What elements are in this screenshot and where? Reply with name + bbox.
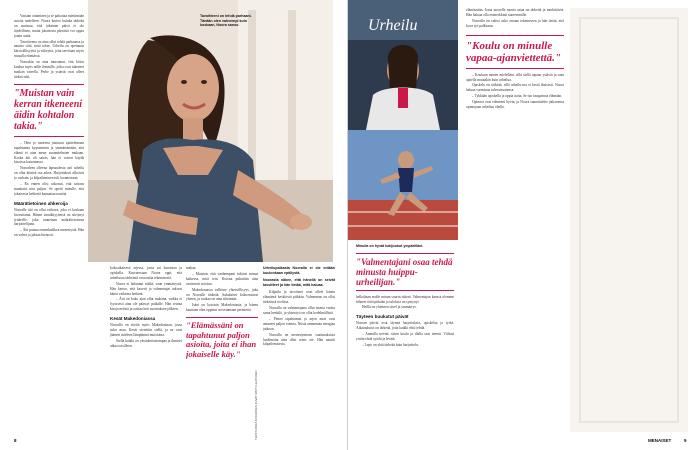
portrait-illustration [88,0,333,262]
left-page [0,0,347,450]
right-column-1 [356,244,454,439]
subheading: Määrätietoinen ahkeroija [14,200,68,206]
pull-quote-rule [466,68,564,69]
podium-illustration [348,0,458,130]
podium-photo [348,0,458,130]
body-paragraph: Isäni on kotoisin Makedoniasta, ja hänen kauttaan olen oppinut arvostamaan perinteitä. [186,303,258,313]
left-column-3 [186,266,258,438]
subheading: Kesät Makedoniassa [110,316,156,322]
body-paragraph: Noorakin on aina muistanut, että kiitos kuuluu myös niille ihmisille, jotka ovat tukeneet matkan varrella. Perhe ja ystävät ovat olleet tärkeä tuki. [14,60,84,79]
photo-caption: Minulla on hyvät tukijoukot ympärilläni. [356,244,424,248]
body-paragraph: – Pienet tapahtumat ja arjen asiat ovat antaneet paljon voimia. Niistä ammentaa energiaa jatkoon. [263,316,335,331]
photo-caption: Urheilupaikasta Nooralla ei ole mitään kuulonkaan epäilystä. [263,266,335,275]
body-paragraph: Nooralle äiti on ollut esikuva, joka ei koskaan luovuttanut. Hänen sinnikkyytensä on siirtynyt tyttärelle, joka tunnetaan määrätietoisena harjoittelijana. [14,207,84,227]
body-paragraph: Makedoniassa vallitsee yhteisöllisyys, joka on Nooralle tärkeää. Sukulaiset kokoontuvat yhteen, ja ruokaa on aina riittämiin. [186,287,258,302]
right-page [348,0,696,450]
body-paragraph: – Äiti on koko ajan ollut mukana, vaikka ei fyysisesti aina ole päässyt paikalle. Hän seuraa kisoja netistä ja soittaa heti suorituksen jälkeen. [110,297,182,312]
body-paragraph: Kilpailu ja tavoitteet ovat olleet hänen elämänsä keskiössä pitkään. Valmennus on ollut tärkeässä roolissa. [263,290,335,305]
right-column-2 [466,8,564,432]
left-column-1 [14,14,84,434]
body-paragraph: Nooralla on menestymisen vaatimuksista huolimatta aina ollut rento ote. Hän nauttii kilpailemisesta. [263,332,335,347]
body-paragraph: – Tykkään opiskella ja oppia uutta. Se tuo tasapainoa elämään. [472,94,562,99]
magazine-title: MENAISET [648,438,672,443]
body-paragraph: Nooraleen olleena lapsuudesta asti urheilu on ollut kiinteä osa arkea. Harjoitukset alkoivat jo varhain, ja kilpaileminen tuli luonnostaan. [14,166,84,181]
body-paragraph: Vastaan ottaminen ja se pakottaa miettimään asioita uudelleen. Noora kertoo kuinka tärkeää on muistaa, että jokainen päivä ei ole täydellinen, mutta jokaisesta päivästä voi oppia jotain uutta. [14,14,84,38]
subheading: Täyteen buukatut päivät [356,314,409,320]
body-paragraph: elämässään. Jossa noorelle monta asiaa on tärkeitä ja merkittäviä. Hän haluaa olla esimerkkinä nuoremmille. [466,8,564,17]
pull-quote: "Koulu on minulle vapaa-ajanviettettä." [466,39,562,64]
body-paragraph: – En ennen olisi uskonut, että sairaus muuttaisi niin paljon. Se opetti minulle, että jokaisesta hetkestä kannattaa nauttia. [14,182,84,196]
body-paragraph: – Lepo on yhtä tärkeää kuin harjoittelu. [362,342,419,347]
body-paragraph: Nooralla on siteitä myös Makedoniaan, jossa suku asuu. Kesät vietettiin siellä, ja ne ovat jääneet mieleen lämpiminä muistoina. [110,323,182,337]
pull-quote: "Muistan vain kerran itkeneeni äidin kohtalon takia." [14,87,83,132]
pull-quote-rule [356,253,454,254]
body-paragraph: Tavoitteena on aina ollut tehdä parhaansa ja nauttia siitä, mitä tekee. Urheilu on opettanut kärsivällisyyttä ja sitkeyttä, joita tarvitaan myös muualla elämässä. [14,39,84,59]
body-paragraph: – Olen jo nuorena joutunut ajattelemaan tapahtumia kypsemmin ja ymmärtämään, että elämä ei aina mene suunnitelmien mukaan. Koska äiti oli sairas, hän ei voinut käydä kisoissa katsomassa. [14,140,84,165]
body-paragraph: Nooralla on valmentajana ollut monta vuotta sama henkilö, ja yhteistyö on ollut hedelmällistä. [263,306,335,315]
body-paragraph: makaa. [186,266,197,270]
body-paragraph: kokoaikaisesti arjessa, jossa sai harrastaa ja opiskella. Kasvaessaan Noora oppi, että urheilussa tärkeintä on nauttia tekemisestä. [110,266,182,280]
page-number: 9 [684,438,687,443]
body-paragraph: helkaltaan mulle minun suurin tukeni. Valmentajan kanssa olemme tehneet töitä pitkään ja tuloksia on syntynyt. [356,294,454,304]
pull-quote-rule [14,84,84,85]
body-paragraph: Noora ei halunnut sääliä, vaan ymmärrystä. Hän kertoo, että kaverit ja valmentajat tukivat häntä vaikeina hetkinä. [110,281,182,296]
runner-illustration [348,130,458,240]
photo-caption: Noorasta näkee, että hänellä on selvät tavoitteet ja hän tietää, mitä haluaa. [263,278,335,287]
pull-quote-rule [186,317,258,318]
body-paragraph: Opiskelu on tärkeää, sillä urheilu-ura ei kestä ikuisesti. Noora haluaa varmistaa tulevaisuutensa. [466,83,564,93]
runner-photo [348,130,458,240]
body-paragraph: Siellä kaikki on yksinkertaisempaa ja ihmiset aikaa toisilleen. [110,338,182,348]
body-paragraph: Nooralla on vahva usko omaan tekemiseen ja hän tietää, että kova työ palkitaan. [466,18,564,28]
photo-caption: Tavoitteeni on tehdä parhaani. Tänään olen vahvempi kuin koskaan, Noora sanoo. [200,14,252,28]
left-column-4 [263,266,335,438]
body-paragraph: – Kouluun menen mielelläni, sillä siellä tapaan ystäviä ja saan ajatella muutakin kuin urheilua. [466,72,564,82]
svg-text:Urheilu: Urheilu [368,17,418,34]
pull-quote: "Elämässäni on tapahtunut paljon asioita, joita ei ihan jokaiselle käy." [186,320,257,359]
body-paragraph: Heillä on yhteinen sävel ja ymmärrys. [362,305,417,310]
side-photo [570,8,688,432]
body-paragraph: – Äiti painaa ennenkaikkea menestystä. Hän on vahva ja jaksaa hienosti. [14,228,84,238]
page-number: 8 [14,438,17,443]
body-paragraph: – Muistan, että vanhempani tukivat minua kaikessa, mitä tein. Kotona puhuttiin aina avoimesti asioista. [186,271,258,286]
body-paragraph: Opinnot ovat edenneet hyvin, ja Noora suunnittelee jatkavansa opintojaan urheilun ohella. [466,100,564,110]
pull-quote-rule [466,35,564,36]
pull-quote-rule [14,136,84,137]
side-illustration [570,8,688,432]
body-paragraph: Nooran päivät ovat täynnä harjoituksia, opiskelua ja työtä. Aikataulutus on tärkeää, jotta kaikki ehtii tehdä. [356,321,454,331]
portrait-photo [88,0,333,262]
body-paragraph: – Aamulla treenit, sitten koulu ja illalla taas treenit. Välissä yritän ehtiä syödä ja levätä. [356,332,454,342]
pull-quote-rule [356,290,454,291]
pull-quote: "Valmentajani osaa tehdä minusta huippu-urheilijan." [356,256,453,287]
left-column-2 [110,266,182,438]
photo-credit: TEKSTI ANNA KORHONEN KUVAT MATTI LEHTONEN [254,370,258,440]
